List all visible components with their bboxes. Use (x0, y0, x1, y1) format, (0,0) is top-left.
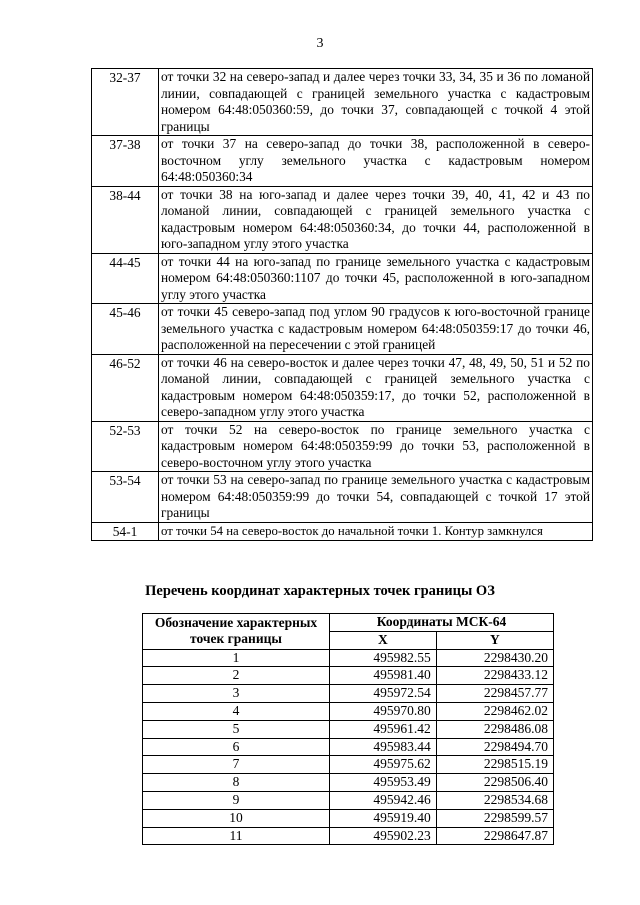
x-cell: 495970.80 (330, 702, 437, 720)
description-cell: от точки 54 на северо-восток до начальной точки 1. Контур замкнулся (159, 522, 593, 541)
table-row (92, 136, 593, 187)
segment-cell: 54-1 (92, 522, 159, 541)
y-cell: 2298515.19 (436, 756, 553, 774)
point-cell: 5 (143, 720, 330, 738)
y-cell: 2298599.57 (436, 809, 553, 827)
table-row (143, 649, 554, 667)
x-cell: 495975.62 (330, 756, 437, 774)
table-row (143, 702, 554, 720)
point-cell: 3 (143, 685, 330, 703)
segment-cell: 45-46 (92, 304, 159, 355)
table-row (143, 720, 554, 738)
description-cell: от точки 37 на северо-запад до точки 38, расположенной в северо-восточном углу земельного участка с кадастровым номером 64:48:050360:34 (159, 136, 593, 187)
table-row (143, 827, 554, 845)
table-header-row (143, 614, 554, 632)
y-column-header: Y (436, 631, 553, 649)
boundary-description-table (91, 68, 593, 541)
table-row (92, 186, 593, 253)
point-cell: 1 (143, 649, 330, 667)
y-cell: 2298506.40 (436, 774, 553, 792)
point-cell: 7 (143, 756, 330, 774)
x-cell: 495983.44 (330, 738, 437, 756)
x-cell: 495981.40 (330, 667, 437, 685)
point-cell: 10 (143, 809, 330, 827)
table-row (143, 809, 554, 827)
point-cell: 9 (143, 791, 330, 809)
table-row (143, 774, 554, 792)
table-row (92, 522, 593, 541)
x-column-header: X (330, 631, 437, 649)
y-cell: 2298494.70 (436, 738, 553, 756)
description-cell: от точки 38 на юго-запад и далее через точки 39, 40, 41, 42 и 43 по ломаной линии, совпадающей с границей земельного участка с кадастровым номером 64:48:050360:34, до точки 44, расположенной в юго-западном углу этого участка (159, 186, 593, 253)
segment-cell: 46-52 (92, 354, 159, 421)
coords-column-header: Координаты МСК-64 (330, 614, 554, 632)
y-cell: 2298647.87 (436, 827, 553, 845)
table-row (143, 685, 554, 703)
description-cell: от точки 45 северо-запад под углом 90 градусов к юго-восточной границе земельного участка с кадастровым номером 64:48:050359:17 до точки 46, расположенной на пересечении с этой границей (159, 304, 593, 355)
y-cell: 2298433.12 (436, 667, 553, 685)
segment-cell: 32-37 (92, 69, 159, 136)
y-cell: 2298486.08 (436, 720, 553, 738)
table-row (143, 738, 554, 756)
table-row (92, 354, 593, 421)
x-cell: 495942.46 (330, 791, 437, 809)
point-cell: 8 (143, 774, 330, 792)
table-row (92, 69, 593, 136)
point-column-header: Обозначение характерных точек границы (143, 614, 330, 650)
table-row (92, 304, 593, 355)
x-cell: 495902.23 (330, 827, 437, 845)
y-cell: 2298430.20 (436, 649, 553, 667)
point-cell: 11 (143, 827, 330, 845)
coordinates-title: Перечень координат характерных точек границы ОЗ (145, 583, 495, 599)
table-row (143, 756, 554, 774)
table-row (92, 253, 593, 304)
table-row (92, 472, 593, 523)
x-cell: 495982.55 (330, 649, 437, 667)
point-cell: 4 (143, 702, 330, 720)
segment-cell: 53-54 (92, 472, 159, 523)
y-cell: 2298462.02 (436, 702, 553, 720)
x-cell: 495972.54 (330, 685, 437, 703)
y-cell: 2298534.68 (436, 791, 553, 809)
coordinates-table (142, 613, 554, 845)
description-cell: от точки 44 на юго-запад по границе земельного участка с кадастровым номером 64:48:050360:1107 до точки 45, расположенной в юго-западном углу этого участка (159, 253, 593, 304)
description-cell: от точки 46 на северо-восток и далее через точки 47, 48, 49, 50, 51 и 52 по ломаной линии, совпадающей с границей земельного участка с кадастровым номером 64:48:050359:17, до точки 52, расположенной в северо-западном углу этого участка (159, 354, 593, 421)
point-cell: 2 (143, 667, 330, 685)
x-cell: 495961.42 (330, 720, 437, 738)
segment-cell: 44-45 (92, 253, 159, 304)
y-cell: 2298457.77 (436, 685, 553, 703)
segment-cell: 52-53 (92, 421, 159, 472)
x-cell: 495953.49 (330, 774, 437, 792)
segment-cell: 37-38 (92, 136, 159, 187)
page-number: 3 (316, 36, 324, 51)
description-cell: от точки 53 на северо-запад по границе земельного участка с кадастровым номером 64:48:050359:99 до точки 54, совпадающей с точкой 17 этой границы (159, 472, 593, 523)
x-cell: 495919.40 (330, 809, 437, 827)
segment-cell: 38-44 (92, 186, 159, 253)
table-row (143, 791, 554, 809)
point-cell: 6 (143, 738, 330, 756)
table-row (143, 667, 554, 685)
description-cell: от точки 52 на северо-восток по границе земельного участка с кадастровым номером 64:48:050359:99 до точки 53, расположенной в северо-восточном углу этого участка (159, 421, 593, 472)
description-cell: от точки 32 на северо-запад и далее через точки 33, 34, 35 и 36 по ломаной линии, совпадающей с границей земельного участка с кадастровым номером 64:48:050360:59, до точки 37, совпадающей с точкой 4 этой границы (159, 69, 593, 136)
table-row (92, 421, 593, 472)
